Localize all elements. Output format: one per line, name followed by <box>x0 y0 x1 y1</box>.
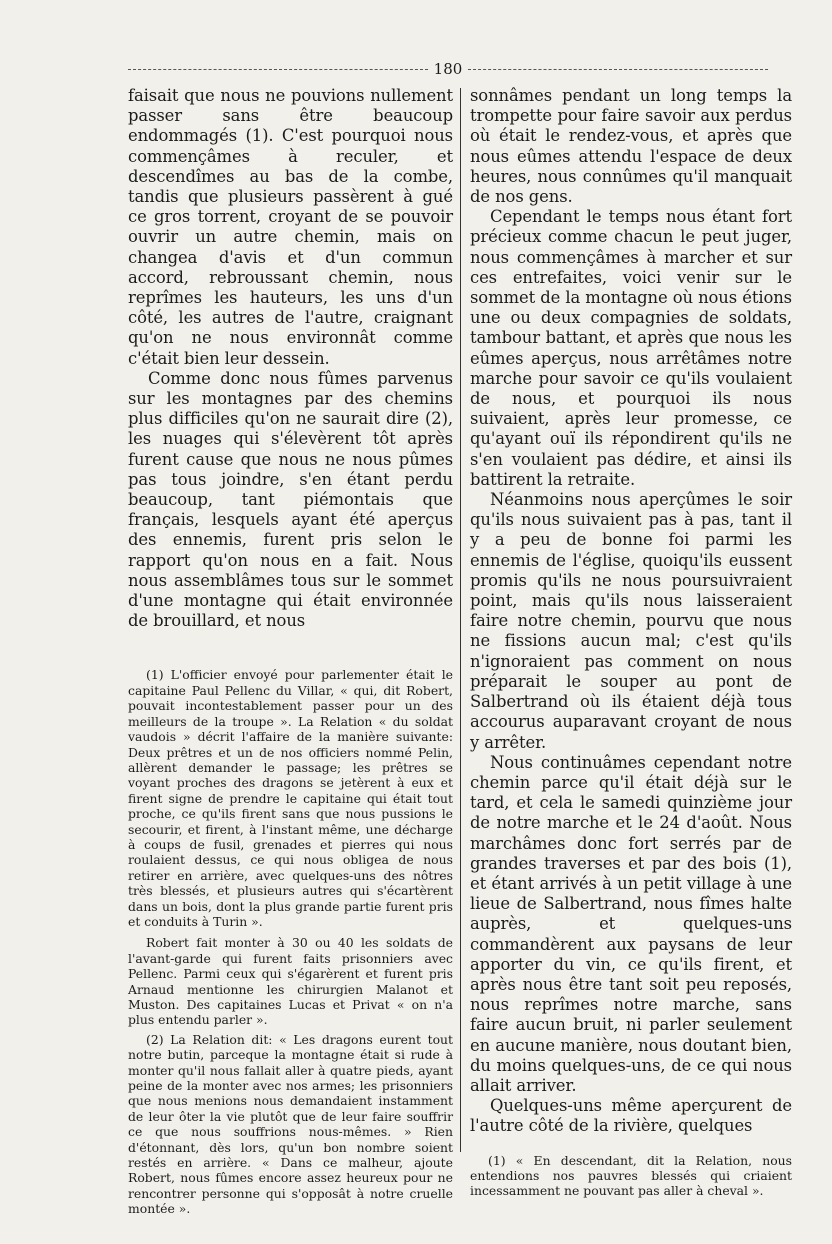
header-rule-left <box>128 69 428 70</box>
paragraph: sonnâmes pendant un long temps la trompette pour faire savoir aux perdus où était le rendez-vous, et après que nous eûmes attendu l'espace de deux heures, nous connûmes qu'il manquait de nos gens. <box>470 86 792 207</box>
footnote: (2) La Relation dit: « Les dragons eurent tout notre butin, parceque la montagne était si rude à monter qu'il nous fallait aller à quatre pieds, ayant peine de la monter avec nos armes; les prisonniers que nous menions nous demandaient instamment de leur ôter la vie plutôt que de leur faire souffrir ce que nous souffrions nous-mêmes. » Rien d'étonnant, dès lors, qu'un bon nombre soient restés en arrière. « Dans ce malheur, ajoute Robert, nous fûmes encore assez heureux pour ne rencontrer personne qui s'opposât à notre cruelle montée ». <box>128 1031 453 1217</box>
page-number: 180 <box>433 60 463 78</box>
paragraph: Nous continuâmes cependant notre chemin parce qu'il était déjà sur le tard, et cela le samedi quinzième jour de notre marche et le 24 d'août. Nous marchâmes donc fort serrés par de grandes traverses et par des bois (1), et étant arrivés à un petit village à une lieue de Salbertrand, nous fîmes halte auprès, et quelques-uns commandèrent aux paysans de leur apporter du vin, ce qu'ils firent, et après nous être tant soit peu reposés, nous reprîmes notre marche, sans faire aucun bruit, ni parler seulement en aucune manière, nous doutant bien, du moins quelques-uns, de ce qui nous allait arriver. <box>470 752 792 1095</box>
column-divider <box>460 88 461 1152</box>
paragraph: Quelques-uns même aperçurent de l'autre côté de la rivière, quelques <box>470 1096 792 1136</box>
left-column <box>128 86 453 1217</box>
header-rule-right <box>468 69 768 70</box>
footnote: (1) L'officier envoyé pour parlementer était le capitaine Paul Pellenc du Villar, « qui, dit Robert, pouvait incontestablement passer pour un des meilleurs de la troupe ». La Relation « du soldat vaudois » décrit l'affaire de la manière suivante: Deux prêtres et un de nos officiers nommé Pelin, allèrent demander le passage; les prêtres se voyant proches des dragons se jetèrent à eux et firent signe de prendre le capitaine qui était tout proche, ce qu'ils firent sans que nous pussions le secourir, et firent, à l'instant même, une décharge à coups de fusil, grenades et pierres qui nous roulaient dessus, ce qui nous obligea de nous retirer en arrière, avec quelques-uns des nôtres très blessés, et plusieurs autres qui s'écartèrent dans un bois, dont la plus grande partie furent pris et conduits à Turin ». <box>128 667 453 929</box>
page-header <box>128 62 768 76</box>
right-column <box>470 86 792 1199</box>
paragraph: faisait que nous ne pouvions nullement passer sans être beaucoup endommagés (1). C'est pourquoi nous commençâmes à reculer, et descendîmes au bas de la combe, tandis que plusieurs passèrent à gué ce gros torrent, croyant de se pouvoir ouvrir un autre chemin, mais on changea d'avis et d'un commun accord, rebroussant chemin, nous reprîmes les hauteurs, les uns d'un côté, les autres de l'autre, craignant qu'on ne nous environnât comme c'était bien leur dessein. <box>128 86 453 368</box>
footnote: Robert fait monter à 30 ou 40 les soldats de l'avant-garde qui furent faits prisonniers avec Pellenc. Parmi ceux qui s'égarèrent et furent pris Arnaud mentionne les chirurgien Malanot et Muston. Des capitaines Lucas et Privat « on n'a plus entendu parler ». <box>128 935 453 1028</box>
paragraph: Néanmoins nous aperçûmes le soir qu'ils nous suivaient pas à pas, tant il y a peu de bonne foi parmi les ennemis de l'église, quoiqu'ils eussent promis qu'ils ne nous poursuivraient point, mais qu'ils nous laisseraient faire notre chemin, pourvu que nous ne fissions aucun mal; c'est qu'ils n'ignoraient pas comment on nous préparait le souper au pont de Salbertrand où ils étaient déjà tous accourus auparavant croyant de nous y arrêter. <box>470 490 792 752</box>
paragraph: Cependant le temps nous étant fort précieux comme chacun le peut juger, nous commençâmes à marcher et sur ces entrefaites, voici venir sur le sommet de la montagne où nous étions une ou deux compagnies de soldats, tambour battant, et après que nous les eûmes aperçus, nous arrêtâmes notre marche pour savoir ce qu'ils voulaient de nous, et pourquoi ils nous suivaient, après leur promesse, ce qu'ayant ouï ils répondirent qu'ils ne s'en voulaient pas dédire, et ainsi ils battirent la retraite. <box>470 207 792 489</box>
footnote: (1) « En descendant, dit la Relation, nous entendions nos pauvres blessés qui criaient incessamment ne pouvant pas aller à cheval ». <box>470 1152 792 1199</box>
paragraph: Comme donc nous fûmes parvenus sur les montagnes par des chemins plus difficiles qu'on ne saurait dire (2), les nuages qui s'élevèrent tôt après furent cause que nous ne nous pûmes pas tous joindre, s'en étant perdu beaucoup, tant piémontais que français, lesquels ayant été aperçus des ennemis, furent pris selon le rapport qu'on nous en a fait. Nous nous assemblâmes tous sur le sommet d'une montagne qui était environnée de brouillard, et nous <box>128 368 453 631</box>
